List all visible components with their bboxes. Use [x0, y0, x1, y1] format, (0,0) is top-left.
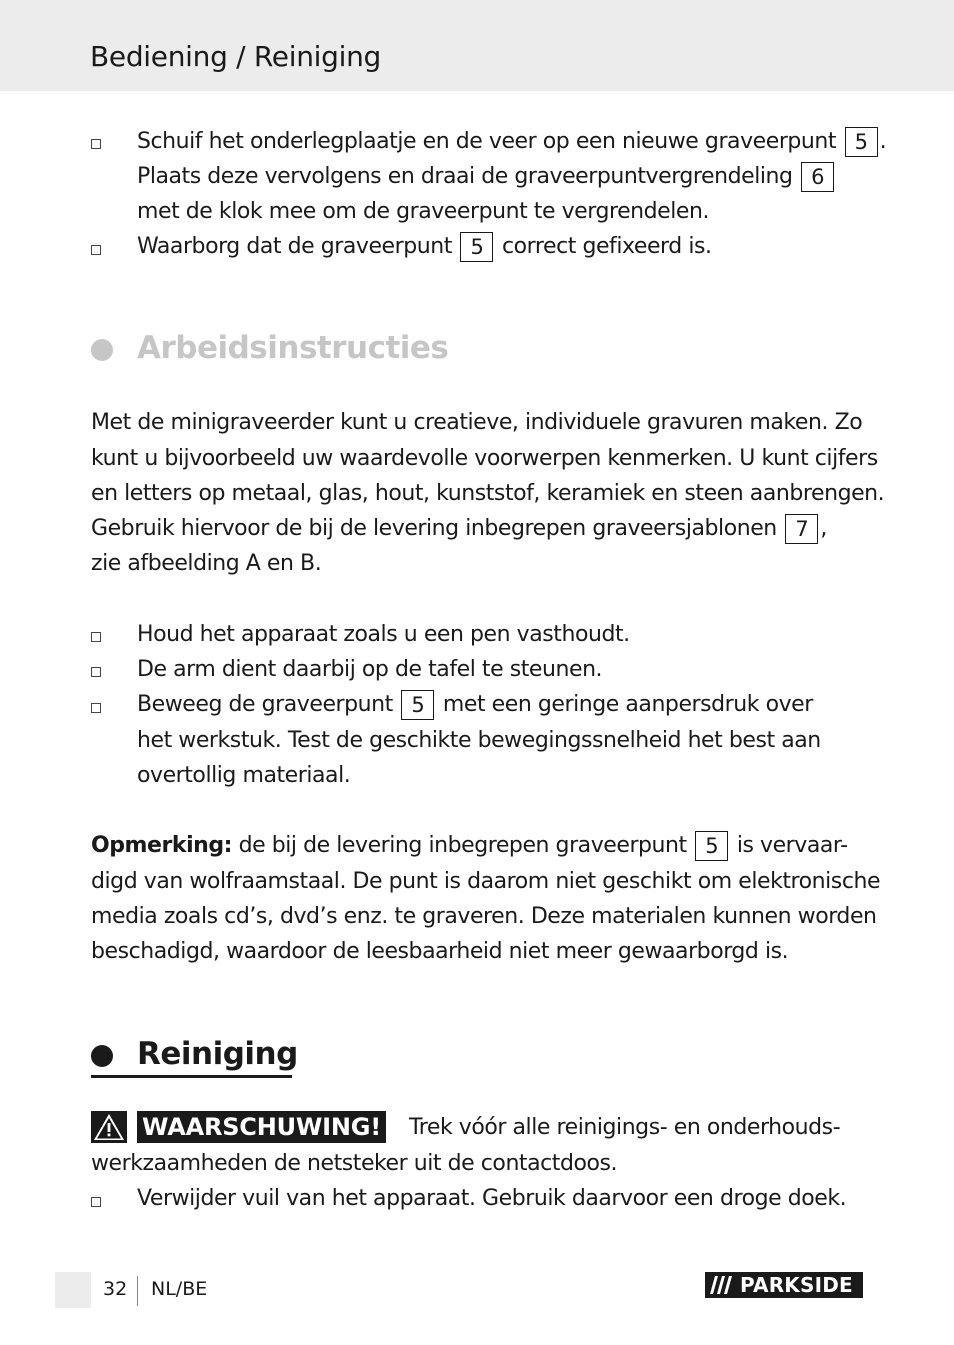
- section-bullet-icon: [91, 339, 113, 361]
- text-line: Met de minigraveerder kunt u creatieve, individuele gravuren maken. Zo: [91, 410, 863, 435]
- logo-stripes-icon: [709, 1272, 739, 1298]
- text-line: Houd het apparaat zoals u een pen vasthoudt.: [137, 622, 630, 647]
- part-number-box: 5: [460, 232, 493, 262]
- text-line: De arm dient daarbij op de tafel te steunen.: [137, 657, 603, 682]
- bullet-icon: [91, 667, 101, 677]
- section-bullet-icon: [91, 1045, 113, 1067]
- bullet-icon: [91, 245, 101, 255]
- text-line: kunt u bijvoorbeeld uw waardevolle voorwerpen kenmerken. U kunt cijfers: [91, 446, 878, 471]
- text-line: Beweeg de graveerpunt 5 met een geringe aanpersdruk over: [137, 687, 813, 722]
- part-number-box: 7: [785, 514, 818, 544]
- note-label: Opmerking:: [91, 833, 233, 858]
- part-number-box: 6: [801, 162, 834, 192]
- text-line: werkzaamheden de netsteker uit de contactdoos.: [91, 1151, 618, 1176]
- bullet-icon: [91, 139, 101, 149]
- footer-divider: [137, 1276, 138, 1306]
- text-line: beschadigd, waardoor de leesbaarheid niet meer gewaarborgd is.: [91, 939, 789, 964]
- text-line: Schuif het onderlegplaatje en de veer op een nieuwe graveerpunt 5 .: [137, 124, 886, 159]
- page-number: 32: [103, 1278, 128, 1300]
- heading-underline: [91, 1075, 292, 1078]
- text-line: digd van wolfraamstaal. De punt is daarom niet geschikt om elektronische: [91, 869, 881, 894]
- section-heading-arbeidsinstructies: Arbeidsinstructies: [137, 330, 449, 366]
- text-line: overtollig materiaal.: [137, 763, 351, 788]
- bullet-icon: [91, 703, 101, 713]
- language-code: NL/BE: [151, 1278, 208, 1300]
- text-line: het werkstuk. Test de geschikte bewegingssnelheid het best aan: [137, 728, 821, 753]
- text-line: media zoals cd’s, dvd’s enz. te graveren. Deze materialen kunnen worden: [91, 904, 877, 929]
- brand-logo: [705, 1272, 863, 1298]
- part-number-box: 5: [401, 690, 434, 720]
- text-line: Verwijder vuil van het apparaat. Gebruik daarvoor een droge doek.: [137, 1186, 847, 1211]
- part-number-box: 5: [845, 127, 878, 157]
- text-line: Plaats deze vervolgens en draai de graveerpuntvergrendeling 6: [137, 159, 836, 194]
- page-title: Bediening / Reiniging: [90, 40, 381, 73]
- part-number-box: 5: [695, 831, 728, 861]
- text-line: Waarborg dat de graveerpunt 5 correct gefixeerd is.: [137, 229, 712, 264]
- warning-triangle-icon: [91, 1111, 127, 1143]
- text-line: Trek vóór alle reinigings- en onderhouds-: [409, 1115, 841, 1140]
- footer-marker: [55, 1272, 91, 1308]
- brand-name: PARKSIDE: [740, 1273, 853, 1297]
- text-line: zie afbeelding A en B.: [91, 551, 322, 576]
- note-line: Opmerking: de bij de levering inbegrepen graveerpunt 5 is vervaar-: [91, 828, 848, 863]
- bullet-icon: [91, 1197, 101, 1207]
- section-heading-reiniging: Reiniging: [137, 1036, 298, 1072]
- warning-label: WAARSCHUWING!: [137, 1111, 386, 1143]
- text-line: met de klok mee om de graveerpunt te vergrendelen.: [137, 199, 710, 224]
- text-line: Gebruik hiervoor de bij de levering inbegrepen graveersjablonen 7 ,: [91, 511, 827, 546]
- text-line: en letters op metaal, glas, hout, kunststof, keramiek en steen aanbrengen.: [91, 481, 885, 506]
- bullet-icon: [91, 632, 101, 642]
